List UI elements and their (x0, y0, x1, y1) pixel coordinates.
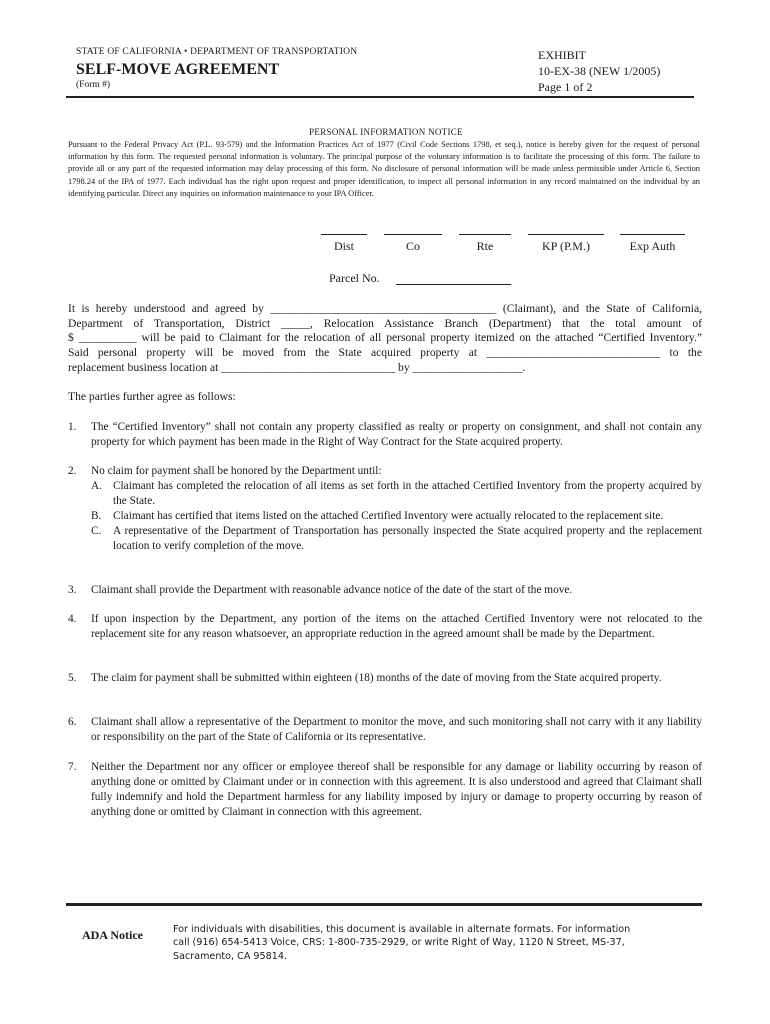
clause-number: 5. (68, 672, 77, 684)
clause-number: 1. (68, 421, 77, 433)
clause-2-sub-b (91, 509, 702, 524)
agreement-line: replacement business location at ______________________________ by ___________________. (68, 360, 526, 374)
exhibit-number: 10-EX-38 (NEW 1/2005) (538, 64, 661, 78)
clause-number: 3. (68, 584, 77, 596)
agreement-line: $ __________ will be paid to Claimant for the relocation of all personal property itemized on the attached “Certified Inventory.” (68, 331, 702, 345)
parcel-input-line[interactable] (396, 284, 511, 285)
exhibit-block (538, 47, 660, 95)
exp-auth-field[interactable] (620, 234, 685, 254)
kp-field[interactable] (528, 234, 604, 254)
agency-name: STATE OF CALIFORNIA • DEPARTMENT OF TRANSPORTATION (76, 47, 358, 57)
clause-7 (68, 760, 702, 820)
clause-text: The claim for payment shall be submitted within eighteen (18) months of the date of moving from the State acquired property. (91, 672, 662, 684)
clause-6 (68, 715, 702, 745)
ada-notice-label: ADA Notice (82, 928, 143, 942)
sub-letter: B. (91, 510, 102, 522)
sub-text: A representative of the Department of Transportation has personally inspected the State acquired property and the replacement location to verify completion of the move. (113, 525, 702, 552)
dist-label: Dist (333, 239, 354, 253)
privacy-notice-body: Pursuant to the Federal Privacy Act (P.L. 93-579) and the Information Practices Act of 1977 (Civil Code Sections 1798, et seq.), notice is hereby given for the request of personal information by this form. The requested personal information is voluntary. The principal purpose of the voluntary information is to facilitate the processing of this form. The failure to provide all or any part of the requested information may delay processing of this form. No disclosure of personal information will be made unless permissible under Article 6, Section 1798.24 of the IPA of 1977. Each individual has the right upon request and proper identification, to inspect all personal information in any record maintained on the individual by an identifying particular. Direct any inquiries on information maintenance to your IPA Officer. (68, 140, 700, 198)
ada-notice-text: For individuals with disabilities, this document is available in alternate formats. For information call (916) 654-5413 Voice, CRS: 1-800-735-2929, or write Right of Way, 1120 N Street, MS-37, Sacramento, CA 95814. (173, 924, 631, 962)
clause-4 (68, 612, 702, 642)
sub-letter: A. (91, 480, 102, 492)
sub-letter: C. (91, 525, 102, 537)
co-field[interactable] (384, 234, 442, 254)
clause-2-sub-c (91, 524, 702, 554)
co-label: Co (405, 239, 420, 253)
sub-text: Claimant has certified that items listed on the attached Certified Inventory were actually relocated to the replacement site. (113, 510, 664, 522)
kp-label: KP (P.M.) (542, 239, 590, 253)
form-title: SELF-MOVE AGREEMENT (76, 61, 280, 78)
sub-text: Claimant has completed the relocation of all items as set forth in the attached Certified Inventory from the property acquired by the State. (113, 480, 702, 507)
form-number: (Form #) (76, 80, 111, 90)
clause-text: Claimant shall allow a representative of the Department to monitor the move, and such monitoring shall not carry with it any liability or responsibility on the part of the State of California or its representative. (91, 716, 702, 743)
header-divider (66, 96, 694, 98)
exp-auth-input-line[interactable] (620, 234, 685, 235)
agreement-intro (68, 302, 702, 376)
exhibit-label: EXHIBIT (538, 48, 586, 62)
clause-2 (68, 464, 702, 554)
agreement-line: Said personal property will be moved from the State acquired property at ______________________________ to the (68, 346, 702, 360)
parcel-label: Parcel No. (329, 271, 380, 285)
agreement-line: Department of Transportation, District _____, Relocation Assistance Branch (Department) that the total amount of (68, 316, 702, 330)
dist-input-line[interactable] (321, 234, 367, 235)
clause-text: No claim for payment shall be honored by the Department until: (91, 465, 382, 477)
clause-text: The “Certified Inventory” shall not contain any property classified as realty or property on consignment, and shall not contain any property for which payment has been made in the Right of Way Contract for the State acquired property. (91, 421, 702, 448)
parties-agree-heading: The parties further agree as follows: (68, 390, 236, 403)
clause-5 (68, 671, 702, 686)
clause-3 (68, 583, 702, 598)
rte-label: Rte (476, 239, 494, 253)
clause-number: 4. (68, 613, 77, 625)
privacy-notice-heading: PERSONAL INFORMATION NOTICE (309, 127, 463, 137)
clause-number: 2. (68, 465, 77, 477)
clause-2-sub-a (91, 479, 702, 509)
agreement-line: It is hereby understood and agreed by _______________________________________ (Claimant), and the State of California, (68, 302, 702, 315)
clause-text: Claimant shall provide the Department with reasonable advance notice of the date of the start of the move. (91, 584, 573, 596)
clause-text: If upon inspection by the Department, any portion of the items on the attached Certified Inventory were not relocated to the replacement site for any reason whatsoever, an appropriate reduction in the agreed amount shall be made by the Department. (91, 613, 702, 640)
clause-number: 7. (68, 761, 77, 773)
page-indicator: Page 1 of 2 (538, 80, 593, 94)
exp-auth-label: Exp Auth (629, 239, 676, 253)
rte-field[interactable] (459, 234, 511, 254)
co-input-line[interactable] (384, 234, 442, 235)
clause-number: 6. (68, 716, 77, 728)
clause-text: Neither the Department nor any officer or employee thereof shall be responsible for any damage or liability occurring by reason of anything done or omitted by Claimant under or in connection with this agreement. It is also understood and agreed that Claimant shall fully indemnify and hold the Department harmless for any liability imposed by injury or damage to property occurring by reason of anything done or omitted by Claimant in connection with this agreement. (91, 761, 702, 818)
footer-divider (66, 903, 702, 906)
kp-input-line[interactable] (528, 234, 604, 235)
rte-input-line[interactable] (459, 234, 511, 235)
dist-field[interactable] (320, 234, 368, 254)
clause-1 (68, 420, 702, 450)
